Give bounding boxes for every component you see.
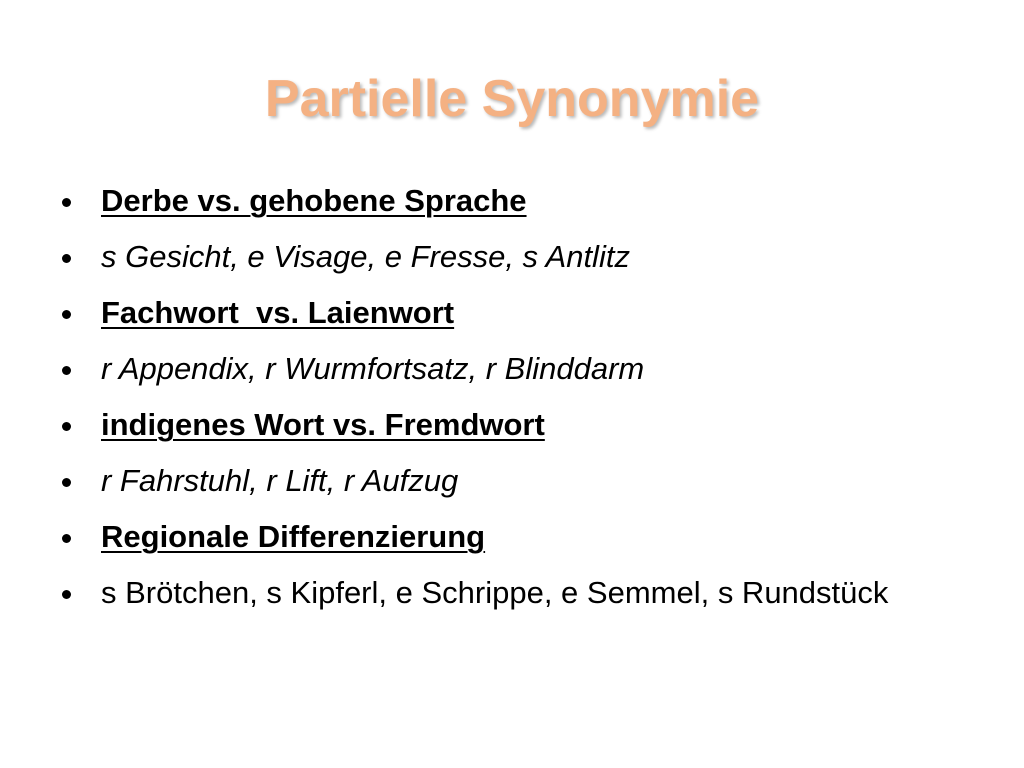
bullet-list [58, 182, 958, 612]
bullet-text: indigenes Wort vs. Fremdwort [101, 407, 545, 442]
bullet-item-heading-register [58, 182, 958, 220]
bullet-item-example-elevator [58, 462, 958, 500]
bullet-text: s Brötchen, s Kipferl, e Schrippe, e Semmel, s Rundstück [101, 575, 889, 610]
bullet-dot-icon [62, 366, 71, 375]
bullet-dot-icon [62, 534, 71, 543]
bullet-dot-icon [62, 310, 71, 319]
bullet-dot-icon [62, 198, 71, 207]
bullet-text: Regionale Differenzierung [101, 519, 486, 554]
bullet-dot-icon [62, 478, 71, 487]
bullet-dot-icon [62, 590, 71, 599]
bullet-text: r Appendix, r Wurmfortsatz, r Blinddarm [101, 351, 645, 386]
bullet-text: s Gesicht, e Visage, e Fresse, s Antlitz [101, 239, 630, 274]
bullet-item-example-appendix [58, 350, 958, 388]
bullet-item-example-bread-roll [58, 574, 958, 612]
bullet-item-example-face [58, 238, 958, 276]
slide-title: Partielle Synonymie [264, 70, 760, 128]
bullet-dot-icon [62, 422, 71, 431]
bullet-item-heading-foreign [58, 406, 958, 444]
bullet-item-heading-regional [58, 518, 958, 556]
bullet-text: Fachwort vs. Laienwort [101, 295, 455, 330]
bullet-item-heading-technical [58, 294, 958, 332]
bullet-dot-icon [62, 254, 71, 263]
bullet-text: r Fahrstuhl, r Lift, r Aufzug [101, 463, 459, 498]
bullet-text: Derbe vs. gehobene Sprache [101, 183, 527, 218]
